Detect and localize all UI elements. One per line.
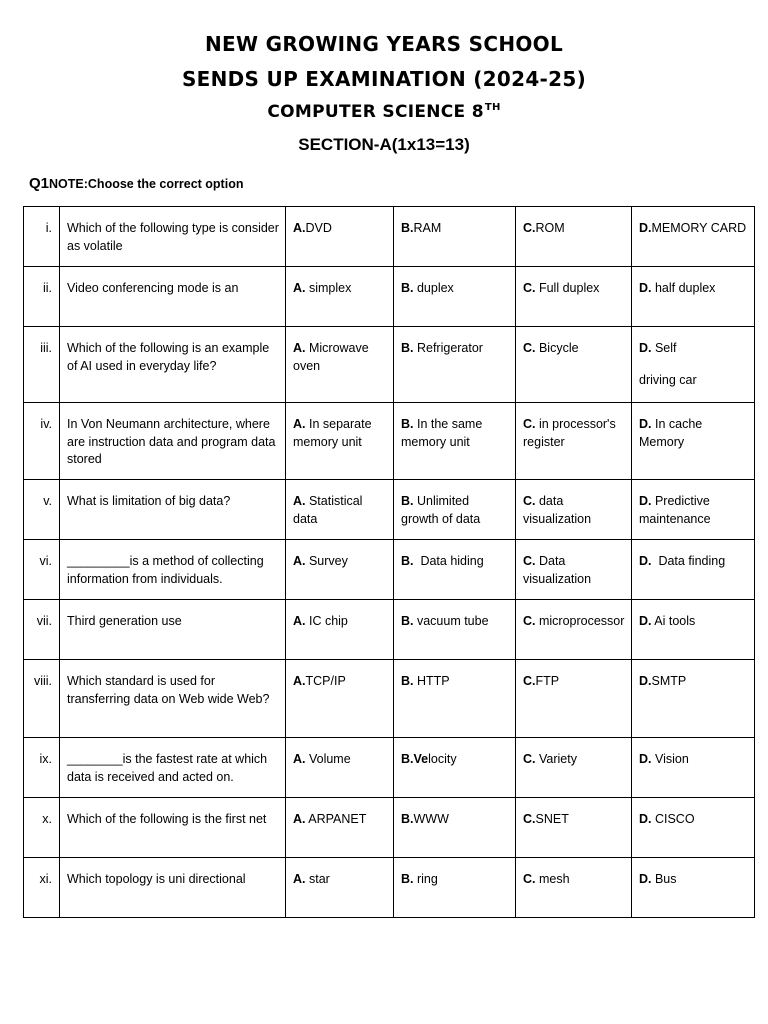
- option-b-cell: [394, 480, 516, 540]
- question-number-cell: vii.: [24, 600, 60, 660]
- option-a-text: Volume: [305, 752, 351, 766]
- question-text: Video conferencing mode is an: [60, 267, 286, 327]
- option-b-text: WWW: [413, 812, 449, 826]
- option-d-text: In cache Memory: [639, 417, 706, 449]
- question-row: [24, 480, 755, 540]
- question-row: [24, 540, 755, 600]
- spacer: [639, 358, 748, 372]
- question-text: Third generation use: [60, 600, 286, 660]
- option-c-cell: [516, 327, 632, 403]
- option-c-letter: C.: [523, 674, 536, 688]
- option-b-letter: B.: [401, 221, 414, 235]
- option-c-cell: [516, 600, 632, 660]
- section-title: SECTION-A(1x13=13): [298, 135, 470, 154]
- question-heading: [29, 175, 243, 193]
- question-text: _________is a method of collecting information from individuals.: [60, 540, 286, 600]
- option-a-cell: [286, 798, 394, 858]
- option-a-letter: A.: [293, 554, 306, 568]
- option-c-cell: [516, 858, 632, 918]
- option-c-letter: C.: [523, 812, 536, 826]
- option-c-text: Full duplex: [535, 281, 600, 295]
- option-c-text: microprocessor: [535, 614, 625, 628]
- option-b-text: HTTP: [413, 674, 450, 688]
- option-b-cell: [394, 798, 516, 858]
- question-number-cell: vi.: [24, 540, 60, 600]
- option-b-letter: B.: [401, 674, 414, 688]
- option-d-cell: [632, 403, 755, 480]
- mcq-table: [23, 206, 755, 918]
- option-c-text: in processor's register: [523, 417, 620, 449]
- question-number-cell: ii.: [24, 267, 60, 327]
- option-c-text: Data visualization: [523, 554, 592, 586]
- option-c-letter: C.: [523, 494, 536, 508]
- option-b-cell: [394, 540, 516, 600]
- option-d-letter: D.: [639, 554, 652, 568]
- question-row: [24, 267, 755, 327]
- question-number-cell: iv.: [24, 403, 60, 480]
- question-number-cell: xi.: [24, 858, 60, 918]
- question-text: In Von Neumann architecture, where are instruction data and program data stored: [60, 403, 286, 480]
- option-d-letter: D.: [639, 417, 652, 431]
- option-d-cell: [632, 798, 755, 858]
- question-row: [24, 660, 755, 738]
- option-c-letter: C.: [523, 281, 536, 295]
- option-c-text: FTP: [535, 674, 560, 688]
- question-number-cell: i.: [24, 207, 60, 267]
- option-b-cell: [394, 327, 516, 403]
- option-a-text: Statistical data: [293, 494, 366, 526]
- option-a-cell: [286, 600, 394, 660]
- exam-title: SENDS UP EXAMINATION (2024-25): [181, 67, 587, 91]
- option-a-text: In separate memory unit: [293, 417, 375, 449]
- option-d-text: Vision: [651, 752, 689, 766]
- option-d-letter: D.: [639, 281, 652, 295]
- option-c-letter: C.: [523, 872, 536, 886]
- option-a-letter: A.: [293, 417, 306, 431]
- option-b-letter: B.: [401, 554, 414, 568]
- option-c-letter: C.: [523, 752, 536, 766]
- option-d-text: SMTP: [651, 674, 687, 688]
- question-number-cell: v.: [24, 480, 60, 540]
- question-row: [24, 738, 755, 798]
- option-d-cell: [632, 540, 755, 600]
- option-a-letter: A.: [293, 494, 306, 508]
- option-d-text: Bus: [651, 872, 677, 886]
- question-row: [24, 600, 755, 660]
- school-name: NEW GROWING YEARS SCHOOL: [204, 32, 564, 56]
- option-c-text: ROM: [535, 221, 565, 235]
- option-b-text: In the same memory unit: [401, 417, 486, 449]
- option-d-letter: D.: [639, 494, 652, 508]
- question-text: Which of the following is the first net: [60, 798, 286, 858]
- question-row: [24, 798, 755, 858]
- option-a-text: star: [305, 872, 330, 886]
- option-a-letter: A.: [293, 872, 306, 886]
- option-a-cell: [286, 403, 394, 480]
- option-d-cell: [632, 207, 755, 267]
- option-c-cell: [516, 798, 632, 858]
- option-b-letter: B.: [401, 341, 414, 355]
- question-row: [24, 327, 755, 403]
- question-text: Which topology is uni directional: [60, 858, 286, 918]
- option-a-text: IC chip: [305, 614, 348, 628]
- subject-superscript: TH: [484, 102, 501, 113]
- option-b-text: Unlimited growth of data: [401, 494, 481, 526]
- option-c-cell: [516, 480, 632, 540]
- option-a-text: DVD: [305, 221, 332, 235]
- question-row: [24, 207, 755, 267]
- option-b-letter: B.: [401, 417, 414, 431]
- option-d-letter: D.: [639, 614, 652, 628]
- option-a-cell: [286, 738, 394, 798]
- option-d-letter: D.: [639, 341, 652, 355]
- option-c-cell: [516, 403, 632, 480]
- option-a-letter: A.: [293, 752, 306, 766]
- option-c-cell: [516, 207, 632, 267]
- option-a-text: Microwave oven: [293, 341, 373, 373]
- option-b-letter: B.: [401, 812, 414, 826]
- mcq-table-body: [24, 207, 755, 918]
- option-d-text: half duplex: [651, 281, 716, 295]
- option-a-letter: A.: [293, 614, 306, 628]
- question-row: [24, 858, 755, 918]
- subject-title: [0, 102, 768, 122]
- option-a-text: Survey: [305, 554, 348, 568]
- option-c-cell: [516, 660, 632, 738]
- option-d-cell: [632, 660, 755, 738]
- option-b-text: ring: [413, 872, 438, 886]
- option-b-text: vacuum tube: [413, 614, 489, 628]
- option-a-cell: [286, 267, 394, 327]
- option-d-letter: D.: [639, 221, 652, 235]
- option-b-text: Refrigerator: [413, 341, 483, 355]
- option-b-cell: [394, 403, 516, 480]
- option-b-cell: [394, 738, 516, 798]
- question-text: ________is the fastest rate at which data is received and acted on.: [60, 738, 286, 798]
- option-d-cell: [632, 600, 755, 660]
- option-b-cell: [394, 858, 516, 918]
- option-c-letter: C.: [523, 614, 536, 628]
- option-d-letter: D.: [639, 872, 652, 886]
- option-a-cell: [286, 480, 394, 540]
- option-d-letter: D.: [639, 674, 652, 688]
- option-d-cell: [632, 858, 755, 918]
- option-d-cell: [632, 480, 755, 540]
- question-text: Which of the following type is consider as volatile: [60, 207, 286, 267]
- option-d-letter: D.: [639, 752, 652, 766]
- option-d-cell: [632, 327, 755, 403]
- option-b-text: Data hiding: [413, 554, 484, 568]
- option-c-letter: C.: [523, 341, 536, 355]
- option-c-text: SNET: [535, 812, 569, 826]
- option-a-cell: [286, 327, 394, 403]
- option-d-text: Ai tools: [651, 614, 696, 628]
- question-text: Which of the following is an example of AI used in everyday life?: [60, 327, 286, 403]
- option-a-letter: A.: [293, 281, 306, 295]
- option-c-cell: [516, 738, 632, 798]
- option-a-letter: A.: [293, 221, 306, 235]
- option-c-letter: C.: [523, 221, 536, 235]
- option-a-text: ARPANET: [305, 812, 367, 826]
- option-d-text: Data finding: [651, 554, 726, 568]
- option-d-text: Self: [651, 341, 677, 355]
- option-b-letter: B.Ve: [401, 752, 429, 766]
- option-b-text: locity: [428, 752, 457, 766]
- option-d-text: Predictive maintenance: [639, 494, 714, 526]
- option-b-cell: [394, 207, 516, 267]
- option-b-text: RAM: [413, 221, 442, 235]
- option-c-letter: C.: [523, 554, 536, 568]
- option-d-cell: [632, 738, 755, 798]
- option-a-text: simplex: [305, 281, 352, 295]
- option-c-letter: C.: [523, 417, 536, 431]
- question-number: Q1: [29, 175, 50, 192]
- option-c-text: mesh: [535, 872, 570, 886]
- question-row: [24, 403, 755, 480]
- option-d-text: CISCO: [651, 812, 695, 826]
- option-b-cell: [394, 660, 516, 738]
- option-a-cell: [286, 540, 394, 600]
- option-b-text: duplex: [413, 281, 454, 295]
- option-b-letter: B.: [401, 614, 414, 628]
- option-c-text: Variety: [535, 752, 577, 766]
- question-text: What is limitation of big data?: [60, 480, 286, 540]
- option-c-text: data visualization: [523, 494, 592, 526]
- question-number-cell: iii.: [24, 327, 60, 403]
- subject-text: COMPUTER SCIENCE 8: [267, 102, 484, 122]
- option-b-letter: B.: [401, 281, 414, 295]
- question-text: Which standard is used for transferring data on Web wide Web?: [60, 660, 286, 738]
- question-number-cell: ix.: [24, 738, 60, 798]
- option-d-letter: D.: [639, 812, 652, 826]
- option-a-letter: A.: [293, 812, 306, 826]
- option-a-text: TCP/IP: [305, 674, 346, 688]
- option-b-cell: [394, 600, 516, 660]
- option-a-letter: A.: [293, 341, 306, 355]
- question-note: NOTE:Choose the correct option: [49, 177, 244, 191]
- question-number-cell: viii.: [24, 660, 60, 738]
- option-b-cell: [394, 267, 516, 327]
- option-b-letter: B.: [401, 494, 414, 508]
- option-a-letter: A.: [293, 674, 306, 688]
- option-a-cell: [286, 207, 394, 267]
- question-number-cell: x.: [24, 798, 60, 858]
- option-c-cell: [516, 267, 632, 327]
- option-a-cell: [286, 660, 394, 738]
- option-a-cell: [286, 858, 394, 918]
- option-d-continuation: driving car: [639, 372, 697, 387]
- option-d-cell: [632, 267, 755, 327]
- option-c-text: Bicycle: [535, 341, 579, 355]
- option-d-text: MEMORY CARD: [651, 221, 747, 235]
- option-c-cell: [516, 540, 632, 600]
- option-b-letter: B.: [401, 872, 414, 886]
